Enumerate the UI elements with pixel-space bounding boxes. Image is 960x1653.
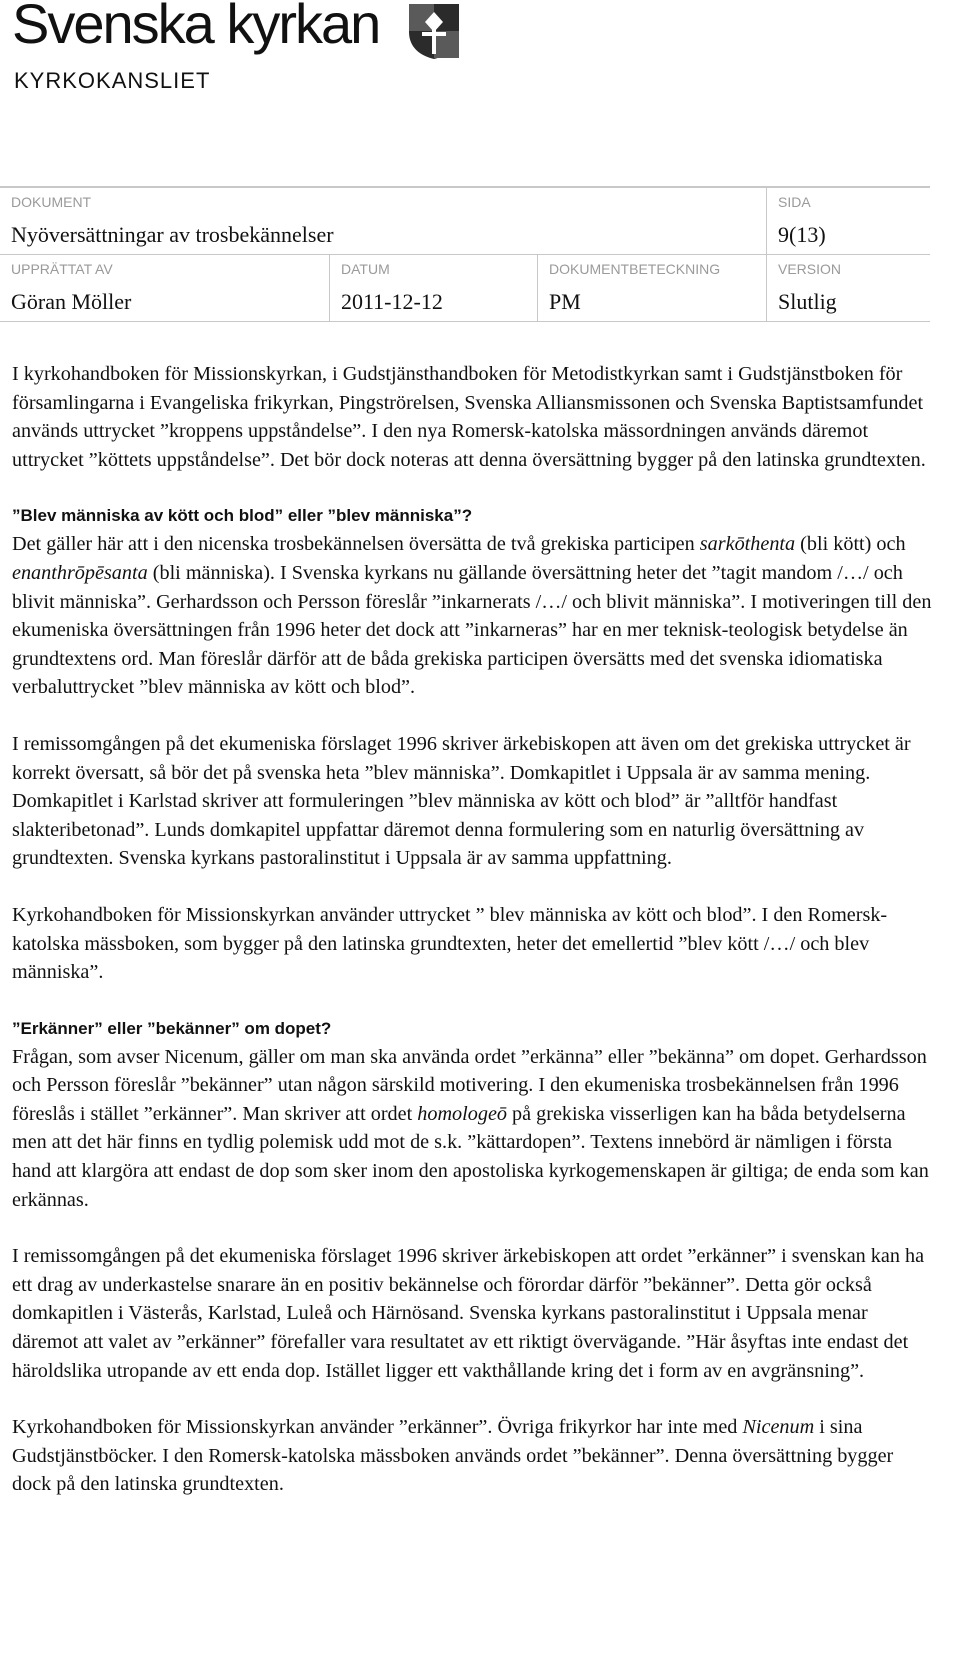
beteckning-value: PM bbox=[549, 289, 581, 314]
p7-text-b: i sina Gudstjänstböcker. I den Romersk-katolska mässboken används ordet ”bekänner”. Denna översättning bygger dock på den latinska grundtexten. bbox=[12, 1416, 894, 1496]
version-value: Slutlig bbox=[778, 289, 837, 314]
document-body bbox=[12, 360, 932, 1499]
greek-term-homologeo: homologeō bbox=[417, 1102, 507, 1125]
paragraph-remiss-1996-erkanner: I remissomgången på det ekumeniska förslaget 1996 skriver ärkebiskopen att ordet ”erkänner” i svenskan kan ha ett drag av underkastelse snarare än en positiv bekännelse och förordar därför ”bekänner”. Detta gör också domkapitlen i Västerås, Karlstad, Luleå och Härnösand. Svenska kyrkans pastoralinstitut i Uppsala menar däremot att valet av ”erkänner” förefaller vara resultatet av ett riktigt övervägande. ”Här åsyftas inte endast det häroldslika utropande av ett enda dop. Istället ligger ett vakthållande kring det i form av en avgränsning”. bbox=[12, 1245, 925, 1382]
upprattat-label: UPPRÄTTAT AV bbox=[11, 261, 113, 277]
meta-row-details bbox=[0, 255, 930, 322]
p5-text-b: på grekiska visserligen kan ha båda betydelserna men att det här finns en tydlig polemisk udd mot de s.k. ”kättardopen”. Textens innebörd är nämligen i första hand att klargöra att endast de dop som sker inom den apostoliska kyrkogemenskapen är giltiga; de enda som kan erkännas. bbox=[12, 1102, 929, 1211]
sida-value: 9(13) bbox=[778, 222, 826, 247]
term-nicenum: Nicenum bbox=[742, 1416, 815, 1439]
logo-subtitle: KYRKOKANSLIET bbox=[14, 68, 211, 93]
meta-cell-designation bbox=[538, 255, 767, 321]
heading-blev-manniska: ”Blev människa av kött och blod” eller ”blev människa”? bbox=[12, 506, 473, 526]
p2-text-b: (bli kött) och bbox=[795, 533, 906, 556]
beteckning-label: DOKUMENTBETECKNING bbox=[549, 261, 721, 277]
dokument-value: Nyöversättningar av trosbekännelser bbox=[11, 222, 334, 247]
p7-text-a: Kyrkohandboken för Missionskyrkan använder ”erkänner”. Övriga frikyrkor har inte med bbox=[12, 1416, 743, 1439]
meta-cell-version bbox=[767, 255, 930, 321]
p2-text-a: Det gäller här att i den nicenska trosbekännelsen översätta de två grekiska participen bbox=[12, 533, 700, 556]
logo-wordmark: Svenska kyrkan bbox=[12, 0, 380, 55]
p2-text-c: (bli människa). I Svenska kyrkans nu gällande översättning heter det ”tagit mandom /…/ och blivit människa”. Gerhardsson och Persson föreslår ”inkarnerats /…/ och blivit människa”. I motiveringen till den ekumeniska översättningen från 1996 heter det dock att ”inkarneras” har en mer teknisk-teologisk betydelse än grundtextens ord. Man föreslår därför att de båda grekiska participen översätts med det svenska idiomatiska verbaluttrycket ”blev människa av kött och blod”. bbox=[12, 561, 932, 699]
meta-cell-page bbox=[767, 188, 930, 254]
meta-cell-document bbox=[0, 188, 767, 254]
paragraph-nicenum-dopet bbox=[12, 1043, 932, 1215]
paragraph-nicenska-participen bbox=[12, 530, 932, 702]
datum-value: 2011-12-12 bbox=[341, 289, 443, 314]
version-label: VERSION bbox=[778, 261, 842, 277]
heading-erkanner-bekanner: ”Erkänner” eller ”bekänner” om dopet? bbox=[12, 1018, 332, 1038]
greek-term-sarkothenta: sarkōthenta bbox=[699, 533, 796, 556]
meta-row-document bbox=[0, 188, 930, 255]
dokument-label: DOKUMENT bbox=[11, 194, 92, 210]
paragraph-missionskyrkan-kott-och-blod: Kyrkohandboken för Missionskyrkan använder uttrycket ” blev människa av kött och blod”. I den Romersk-katolska mässboken, som bygger på den latinska grundtexten, heter det emellertid ”blev kött /…/ och blev människa”. bbox=[12, 903, 888, 984]
church-emblem-icon bbox=[407, 2, 461, 60]
document-meta-table bbox=[0, 186, 930, 322]
upprattat-value: Göran Möller bbox=[11, 289, 132, 314]
datum-label: DATUM bbox=[341, 261, 390, 277]
meta-cell-date bbox=[330, 255, 538, 321]
sida-label: SIDA bbox=[778, 194, 811, 210]
greek-term-enanthropesanta: enanthrōpēsanta bbox=[12, 561, 148, 584]
p5-text-a: Frågan, som avser Nicenum, gäller om man ska använda ordet ”erkänna” eller ”bekänna” om dopet. Gerhardsson och Persson föreslår ”bekänner” utan någon särskild motivering. I den ekumeniska trosbekännelsen från 1996 föreslås i stället ”erkänner”. Man skriver att ordet bbox=[12, 1045, 927, 1125]
paragraph-remiss-1996-manniska: I remissomgången på det ekumeniska förslaget 1996 skriver ärkebiskopen att även om det grekiska uttrycket är korrekt översatt, så bör det på svenska heta ”blev människa”. Domkapitlet i Uppsala är av samma mening. Domkapitlet i Karlstad skriver att formuleringen ”blev människa av kött och blod” är ”alltför handfast slakteribetonad”. Lunds domkapitel uppfattar däremot denna formulering som en naturlig översättning av grundtexten. Svenska kyrkans pastoralinstitut i Uppsala är av samma uppfattning. bbox=[12, 732, 911, 870]
paragraph-kroppens-uppstandelse: I kyrkohandboken för Missionskyrkan, i Gudstjänsthandboken för Metodistkyrkan samt i Gudstjänstboken för församlingarna i Evangeliska frikyrkan, Pingströrelsen, Svenska Alliansmissonen och Svenska Baptistsamfundet används uttrycket ”kroppens uppståndelse”. I den nya Romersk-katolska mässordningen används däremot uttrycket ”köttets uppståndelse”. Det bör dock noteras att denna översättning bygger på den latinska grundtexten. bbox=[12, 363, 926, 471]
paragraph-missionskyrkan-erkanner bbox=[12, 1413, 932, 1499]
meta-cell-author bbox=[0, 255, 330, 321]
